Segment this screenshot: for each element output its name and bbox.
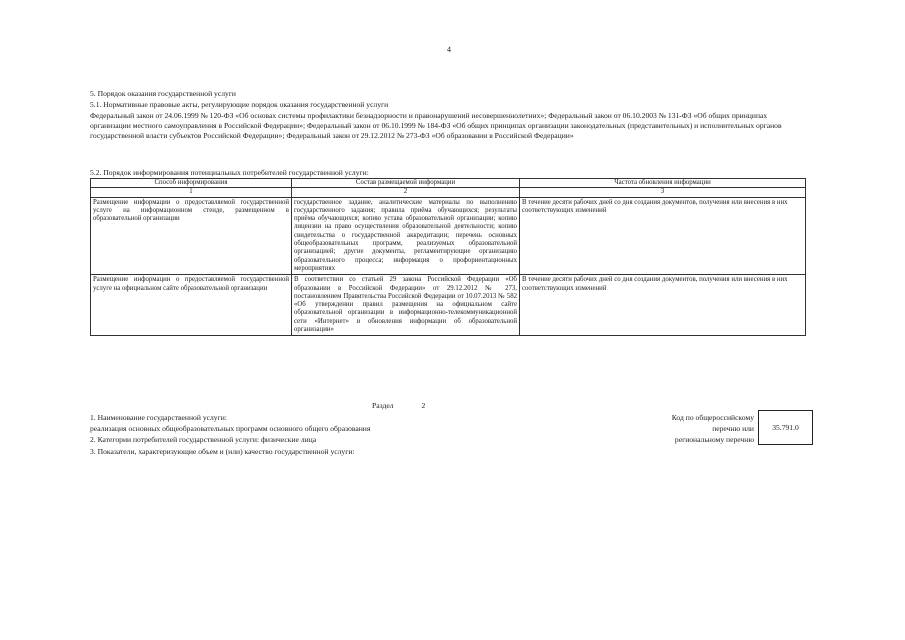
section-5-heading: 5. Порядок оказания государственной услуги bbox=[90, 89, 236, 98]
column-number: 2 bbox=[292, 188, 520, 197]
legal-acts-text: Федеральный закон от 24.06.1999 № 120-ФЗ «Об основах системы профилактики безнадзорности и правонарушений несовершеннолетних»; Федеральный закон от 06.10.2003 № 131-ФЗ «Об общих принципах организации местного самоуправления в Российской Федерации»; Федеральный закон от 06.10.1999 № 184-ФЗ «Об общих принципах организации законодательных (представительных) и исполнительных органов государственной власти субъектов Российской Федерации»; Федеральный закон от 29.12.2012 № 273-ФЗ «Об образовании в Российской Федерации» bbox=[90, 111, 782, 140]
content-cell: В соответствии со статьей 29 закона Российской Федерации «Об образовании в Российской Федерации» от 29.12.2012 № 273, постановлением Правительства Российской Федерации от 10.07.2013 № 582 «Об утверждении правил размещения на официальном сайте образовательной организации в информационно-телекоммуникационной сети «Интернет» и обновления информации об образовательной организации» bbox=[292, 275, 520, 336]
table-row bbox=[91, 275, 806, 336]
registry-code-label-line: Код по общероссийскому bbox=[671, 413, 754, 422]
registry-code-label bbox=[610, 412, 754, 446]
column-number: 3 bbox=[520, 188, 806, 197]
header-method: Способ информирования bbox=[91, 179, 292, 188]
section-title bbox=[372, 401, 425, 410]
column-number: 1 bbox=[91, 188, 292, 197]
method-cell: Размещение информации о предоставляемой государственной услуге на информационном стенде, размещенном в образовательной организации bbox=[91, 197, 292, 275]
frequency-cell: В течение десяти рабочих дней со дня создания документов, получения или внесения в них соответствующих изменений bbox=[520, 275, 806, 336]
section-5-2-heading: 5.2. Порядок информирования потенциальных потребителей государственной услуги: bbox=[90, 168, 369, 177]
content-cell: государственное задание, аналитические материалы по выполнению государственного задания; правила приёма обучающихся; результаты приёма обучающихся; копию устава образовательной организации; копию лицензии на право осуществления образовательной деятельности; копию свидетельства о государственной аккредитации; перечень основных общеобразовательных программ, реализуемых образовательной организацией; другие документы, регламентирующие организацию образовательного процесса; информация о профориентационных мероприятиях bbox=[292, 197, 520, 275]
information-table bbox=[90, 178, 806, 336]
registry-code-label-line: перечню или bbox=[712, 424, 754, 434]
consumer-categories: 2. Категории потребителей государственной услуги: физические лица bbox=[90, 435, 317, 445]
method-cell: Размещение информации о предоставляемой государственной услуге на официальном сайте образовательной организации bbox=[91, 275, 292, 336]
table-row bbox=[91, 197, 806, 275]
section-number: 2 bbox=[421, 401, 426, 410]
service-name-label: 1. Наименование государственной услуги: bbox=[90, 413, 227, 422]
service-name-value: реализация основных общеобразовательных программ основного общего образования bbox=[90, 424, 371, 434]
section-label: Раздел bbox=[372, 401, 394, 410]
table-header-row bbox=[91, 179, 806, 188]
indicators-heading: 3. Показатели, характеризующие объем и (или) качество государственной услуги: bbox=[90, 446, 355, 456]
service-description bbox=[90, 412, 370, 457]
page-number: 4 bbox=[447, 45, 451, 54]
frequency-cell: В течение десяти рабочих дней со дня создания документов, получения или внесения в них соответствующих изменений bbox=[520, 197, 806, 275]
header-content: Состав размещаемой информации bbox=[292, 179, 520, 188]
section-5-1-heading: 5.1. Нормативные правовые акты, регулирующие порядок оказания государственной услуги bbox=[90, 100, 389, 109]
registry-code-box: 35.791.0 bbox=[758, 410, 813, 445]
header-frequency: Частота обновления информации bbox=[520, 179, 806, 188]
table-number-row bbox=[91, 188, 806, 197]
registry-code-label-line: региональному перечню bbox=[674, 435, 754, 445]
